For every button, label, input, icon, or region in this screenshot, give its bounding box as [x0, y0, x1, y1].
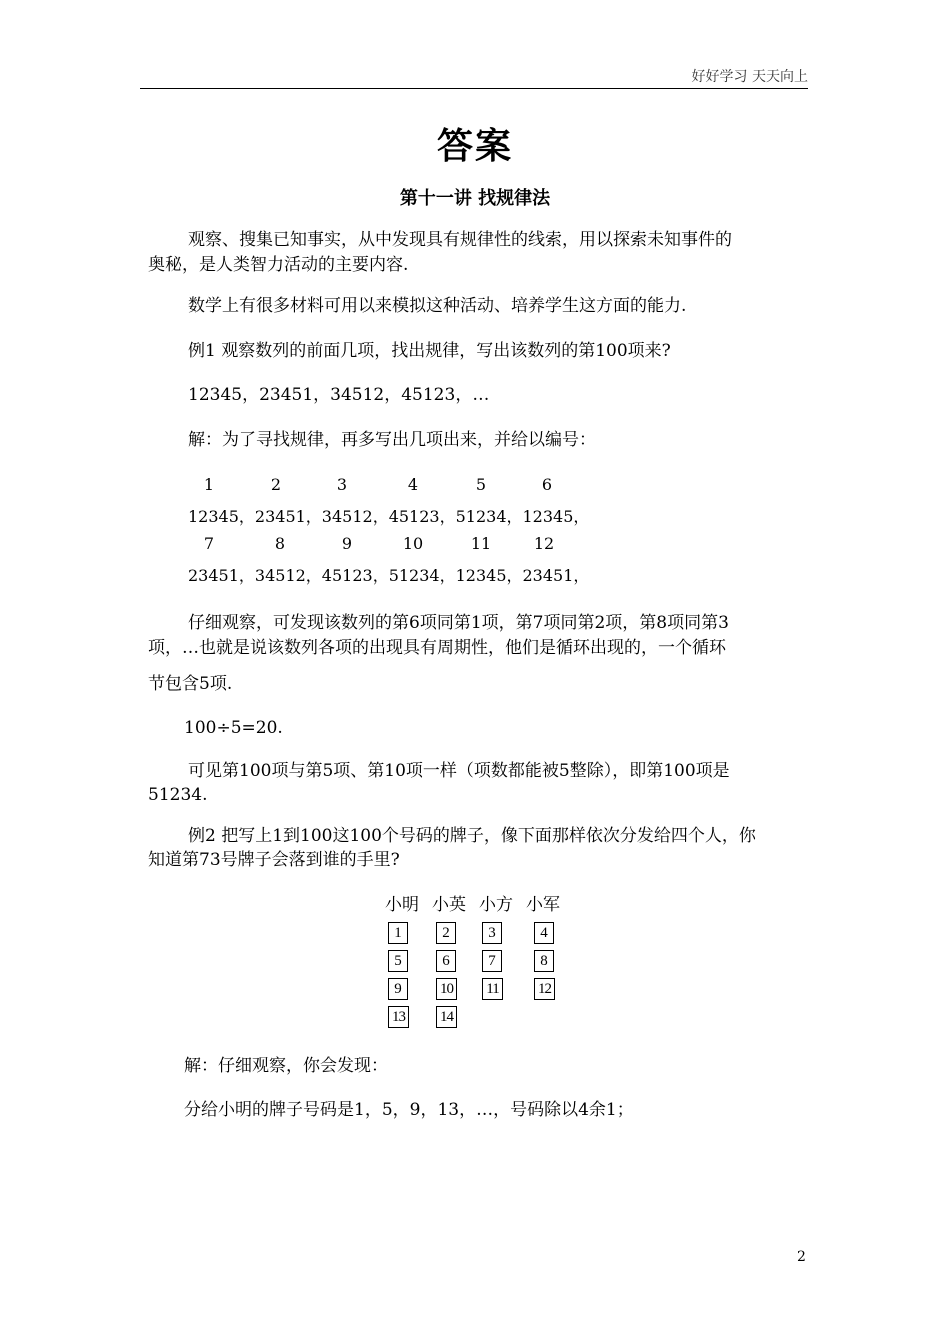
- person-name: 小方: [479, 895, 513, 915]
- card: 10: [436, 978, 457, 1000]
- person-name: 小英: [432, 895, 466, 915]
- lecture-subtitle: 第十一讲 找规律法: [399, 188, 551, 209]
- observation-line-3: 节包含5项.: [148, 674, 233, 694]
- example-2-line-1: 例2 把写上1到100这100个号码的牌子，像下面那样依次分发给四个人，你: [188, 826, 756, 846]
- term-index: 12: [533, 534, 555, 553]
- term-index: 3: [336, 475, 348, 494]
- example-2-line-2: 知道第73号牌子会落到谁的手里?: [148, 850, 400, 870]
- division-expression: 100÷5=20.: [184, 718, 283, 738]
- xiaoming-cards-rule: 分给小明的牌子号码是1，5，9，13，…，号码除以4余1；: [184, 1100, 634, 1120]
- term-index: 9: [341, 534, 353, 553]
- page-header: 好好学习 天天向上: [691, 69, 808, 85]
- term-index: 4: [407, 475, 419, 494]
- observation-line-2: 项，…也就是说该数列各项的出现具有周期性，他们是循环出现的，一个循环: [148, 638, 726, 658]
- card: 5: [388, 950, 408, 972]
- observation-line-1: 仔细观察，可发现该数列的第6项同第1项，第7项同第2项，第8项同第3: [188, 613, 729, 633]
- card: 3: [482, 922, 502, 944]
- card: 1: [388, 922, 408, 944]
- card: 6: [436, 950, 456, 972]
- card: 12: [534, 978, 555, 1000]
- intro-paragraph-line-2: 奥秘，是人类智力活动的主要内容.: [148, 255, 409, 275]
- intro-paragraph-line-1: 观察、搜集已知事实，从中发现具有规律性的线索，用以探索未知事件的: [188, 230, 732, 250]
- term-index: 10: [402, 534, 424, 553]
- term-index: 7: [203, 534, 215, 553]
- term-index: 11: [470, 534, 492, 553]
- example-1-question: 例1 观察数列的前面几项，找出规律，写出该数列的第100项来?: [188, 341, 671, 361]
- term-index: 8: [274, 534, 286, 553]
- page-title: 答案: [436, 126, 513, 167]
- term-values-row-2: 23451，34512，45123，51234，12345，23451，: [188, 566, 590, 585]
- card: 4: [534, 922, 554, 944]
- header-rule: [140, 88, 808, 89]
- term-index: 6: [541, 475, 553, 494]
- card: 7: [482, 950, 502, 972]
- card: 14: [436, 1006, 457, 1028]
- intro-paragraph-2: 数学上有很多材料可用以来模拟这种活动、培养学生这方面的能力.: [188, 296, 687, 316]
- term-values-row-1: 12345，23451，34512，45123，51234，12345，: [188, 507, 590, 526]
- page-number: 2: [797, 1249, 806, 1265]
- term-index: 2: [270, 475, 282, 494]
- card: 8: [534, 950, 554, 972]
- person-name: 小军: [526, 895, 560, 915]
- card: 11: [482, 978, 503, 1000]
- term-index: 1: [203, 475, 215, 494]
- sequence-start: 12345，23451，34512，45123，…: [188, 385, 490, 405]
- solution-1-intro: 解：为了寻找规律，再多写出几项出来，并给以编号：: [188, 430, 596, 450]
- conclusion-line-2: 51234.: [148, 785, 208, 805]
- solution-2-intro: 解：仔细观察，你会发现：: [184, 1056, 388, 1076]
- card: 9: [388, 978, 408, 1000]
- card: 13: [388, 1006, 409, 1028]
- person-name: 小明: [385, 895, 419, 915]
- conclusion-line-1: 可见第100项与第5项、第10项一样（项数都能被5整除），即第100项是: [188, 761, 730, 781]
- term-index: 5: [475, 475, 487, 494]
- card: 2: [436, 922, 456, 944]
